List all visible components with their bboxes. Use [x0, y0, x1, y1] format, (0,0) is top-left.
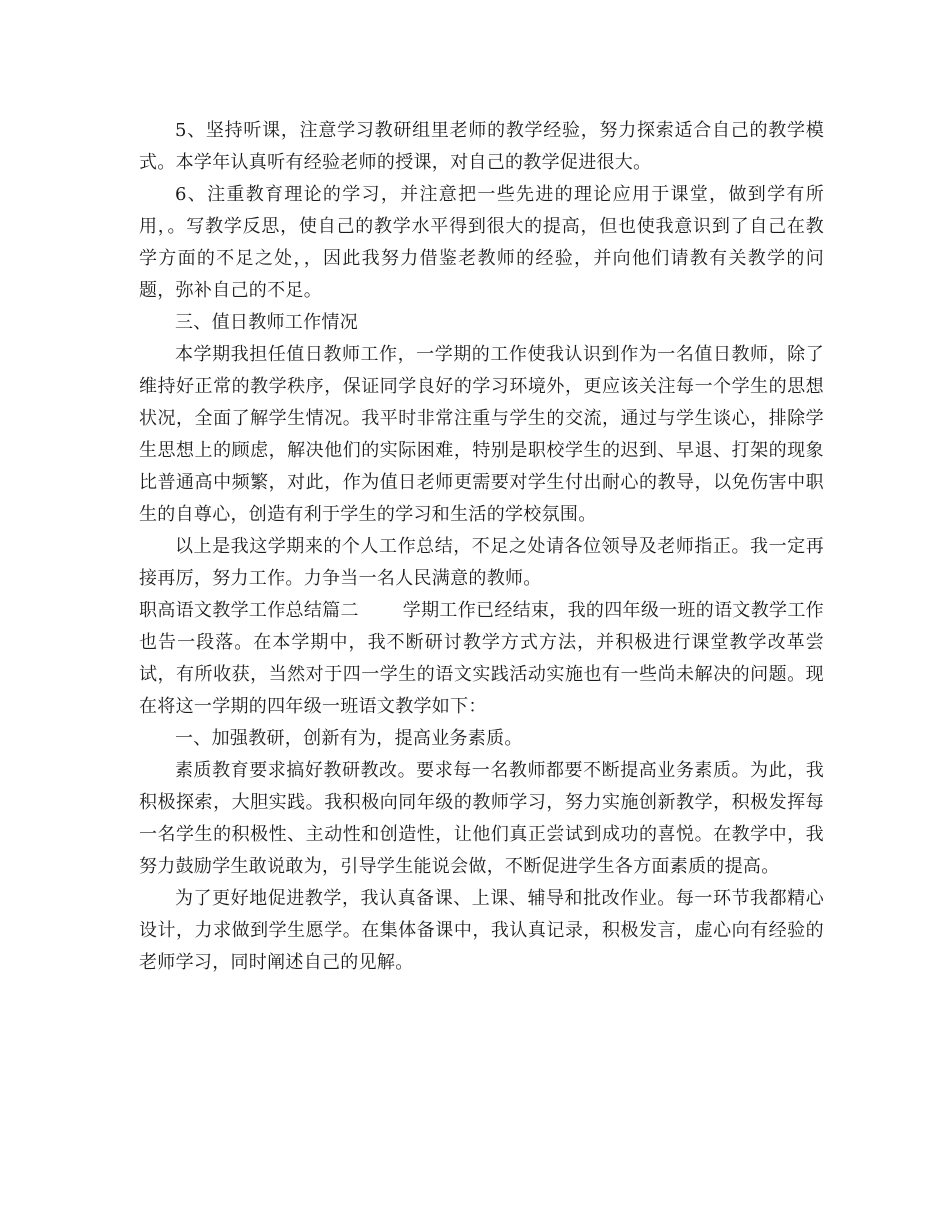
paragraph-duty-teacher: 本学期我担任值日教师工作，一学期的工作使我认识到作为一名值日教师，除了维持好正常的教学秩序，保证同学良好的学习环境外，更应该关注每一个学生的思想状况，全面了解学生情况。我平时非常注重与学生的交流，通过与学生谈心，排除学生思想上的顾虑，解决他们的实际困难，特别是职校学生的迟到、早退、打架的现象比普通高中频繁，对此，作为值日老师更需要对学生付出耐心的教导，以免伤害中职生的自尊心，创造有利于学生的学习和生活的学校氛围。 [139, 344, 824, 525]
paragraph-summary: 以上是我这学期来的个人工作总结，不足之处请各位领导及老师指正。我一定再接再厉，努力工作。力争当一名人民满意的教师。 [139, 536, 824, 589]
paragraph-quality-education: 素质教育要求搞好教研教改。要求每一名教师都要不断提高业务素质。为此，我积极探索，大胆实践。我积极向同年级的教师学习，努力实施创新教学，积极发挥每一名学生的积极性、主动性和创造性，让他们真正尝试到成功的喜悦。在教学中，我努力鼓励学生敢说敢为，引导学生能说会做，不断促进学生各方面素质的提高。 [139, 760, 824, 877]
document-body [139, 115, 824, 979]
section-heading-research: 一、加强教研，创新有为，提高业务素质。 [175, 728, 523, 749]
article-two-body: 学期工作已经结束，我的四年级一班的语文教学工作也告一段落。在本学期中，我不断研讨教学方式方法，并积极进行课堂教学改革尝试，有所收获，当然对于四一学生的语文实践活动实施也有一些尚未解决的问题。现在将这一学期的四年级一班语文教学如下： [139, 600, 824, 717]
paragraph-article-two [139, 595, 824, 723]
paragraph-listening: 5、坚持听课，注意学习教研组里老师的教学经验，努力探索适合自己的教学模式。本学年认真听有经验老师的授课，对自己的教学促进很大。 [139, 120, 824, 173]
section-heading-duty-teacher: 三、值日教师工作情况 [175, 312, 358, 333]
paragraph-theory: 6、注重教育理论的学习，并注意把一些先进的理论应用于课堂，做到学有所用，。写教学反思，使自己的教学水平得到很大的提高，但也使我意识到了自己在教学方面的不足之处，，因此我努力借鉴老教师的经验，并向他们请教有关教学的问题，弥补自己的不足。 [139, 184, 824, 301]
paragraph-lesson-preparation: 为了更好地促进教学，我认真备课、上课、辅导和批改作业。每一环节我都精心设计，力求做到学生愿学。在集体备课中，我认真记录，积极发言，虚心向有经验的老师学习，同时阐述自己的见解。 [139, 888, 824, 973]
article-two-title: 职高语文教学工作总结篇二 [139, 600, 359, 621]
